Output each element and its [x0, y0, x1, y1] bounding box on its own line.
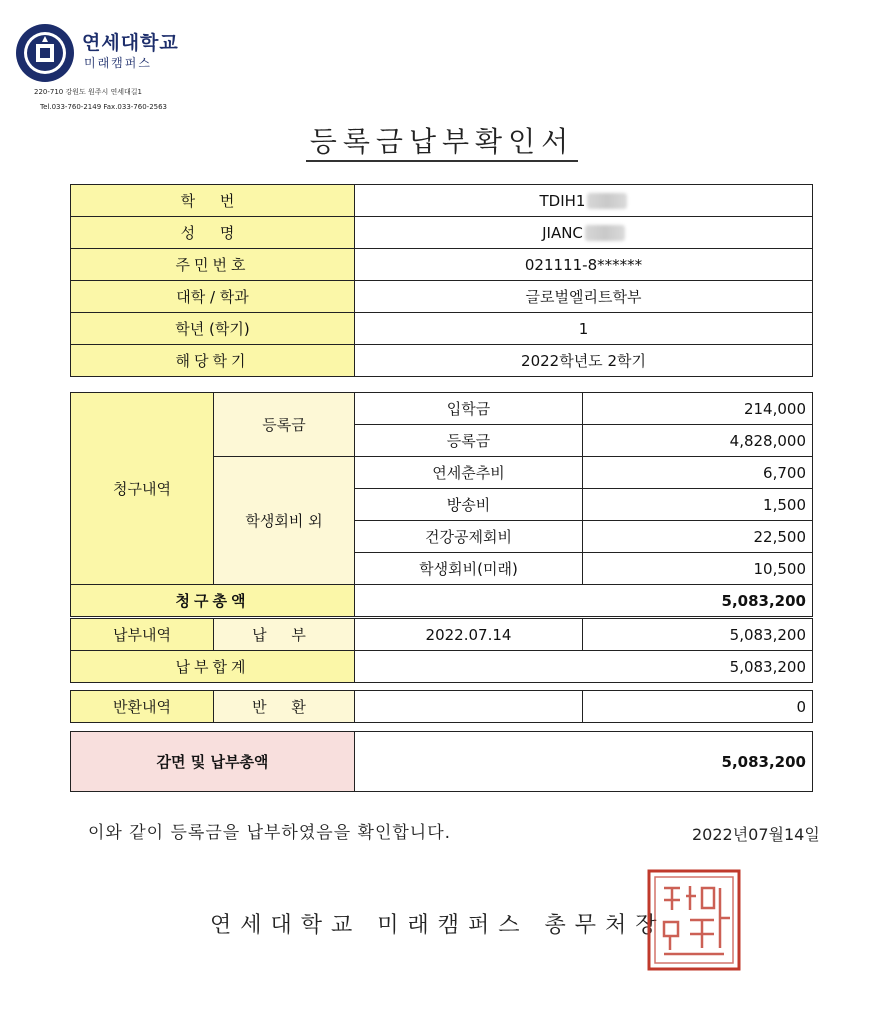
rrn-value: 021111-8****** — [355, 249, 813, 281]
payment-sum-label: 납부합계 — [71, 651, 355, 683]
fee-item-amount: 214,000 — [583, 393, 813, 425]
refund-type-label: 반 환 — [214, 691, 355, 723]
refund-table — [70, 690, 813, 723]
contact-line: Tel.033-760-2149 Fax.033-760-2563 — [40, 103, 168, 111]
name-label: 성 명 — [71, 217, 355, 249]
student-info-table — [70, 184, 813, 377]
department-value: 글로벌엘리트학부 — [355, 281, 813, 313]
billing-table — [70, 392, 813, 617]
payment-type-label: 납 부 — [214, 619, 355, 651]
redaction-blur — [587, 193, 627, 209]
payment-sum-value: 5,083,200 — [355, 651, 813, 683]
refund-blank-cell — [355, 691, 583, 723]
billing-total-label: 청구총액 — [71, 585, 355, 617]
fee-item-label: 학생회비(미래) — [355, 553, 583, 585]
official-seal-icon — [646, 868, 742, 972]
department-label: 대학 / 학과 — [71, 281, 355, 313]
grand-total-label: 감면 및 납부총액 — [71, 732, 355, 792]
confirmation-text: 이와 같이 등록금을 납부하였음을 확인합니다. — [88, 823, 452, 843]
fee-item-label: 건강공제회비 — [355, 521, 583, 553]
fee-item-amount: 22,500 — [583, 521, 813, 553]
refund-section-label: 반환내역 — [71, 691, 214, 723]
fee-item-amount: 4,828,000 — [583, 425, 813, 457]
payment-section-label: 납부내역 — [71, 619, 214, 651]
redaction-blur — [585, 225, 625, 241]
semester-value: 2022학년도 2학기 — [355, 345, 813, 377]
rrn-label: 주민번호 — [71, 249, 355, 281]
refund-amount: 0 — [583, 691, 813, 723]
year-label: 학년 (학기) — [71, 313, 355, 345]
fee-item-amount: 10,500 — [583, 553, 813, 585]
student-fees-group-label: 학생회비 외 — [214, 457, 355, 585]
payment-date: 2022.07.14 — [355, 619, 583, 651]
semester-label: 해당학기 — [71, 345, 355, 377]
fee-item-label: 연세춘추비 — [355, 457, 583, 489]
address-line: 220-710 강원도 원주시 연세대길1 — [34, 88, 142, 96]
fee-item-amount: 6,700 — [583, 457, 813, 489]
fee-item-label: 입학금 — [355, 393, 583, 425]
billing-total-value: 5,083,200 — [355, 585, 813, 617]
university-logo-icon — [14, 22, 76, 84]
student-id-value: TDIH1 — [355, 185, 813, 217]
page-title: 등록금납부확인서 — [0, 120, 884, 160]
tuition-group-label: 등록금 — [214, 393, 355, 457]
billing-section-label: 청구내역 — [71, 393, 214, 585]
fee-item-amount: 1,500 — [583, 489, 813, 521]
year-value: 1 — [355, 313, 813, 345]
payment-table — [70, 618, 813, 683]
fee-item-label: 등록금 — [355, 425, 583, 457]
grand-total-value: 5,083,200 — [355, 732, 813, 792]
issue-date: 2022년07월14일 — [692, 825, 820, 844]
fee-item-label: 방송비 — [355, 489, 583, 521]
payment-amount: 5,083,200 — [583, 619, 813, 651]
university-name: 연세대학교 — [82, 32, 179, 54]
grand-total-table — [70, 731, 813, 792]
student-id-label: 학 번 — [71, 185, 355, 217]
issuer-name: 연세대학교 미래캠퍼스 총무처장 — [210, 913, 666, 938]
name-value: JIANC — [355, 217, 813, 249]
campus-name: 미래캠퍼스 — [84, 56, 152, 70]
